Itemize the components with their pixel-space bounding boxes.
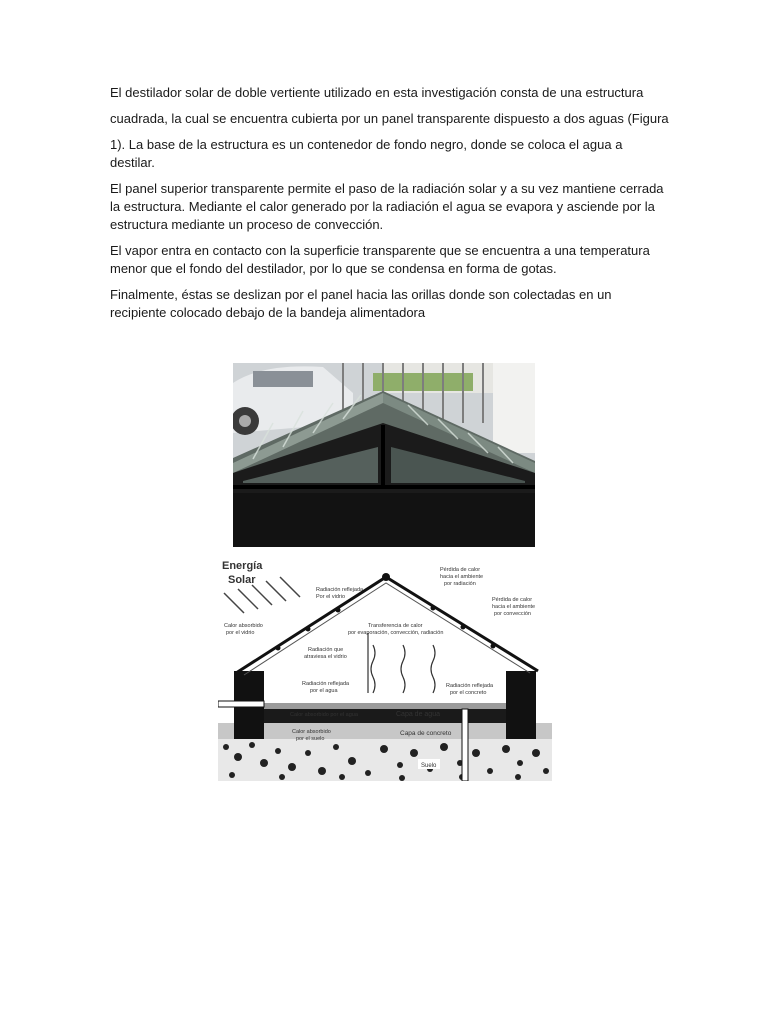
label-loss-convection: Pérdida de calor bbox=[492, 597, 533, 603]
body-text bbox=[110, 84, 670, 330]
photo-illustration bbox=[233, 363, 535, 547]
label-heat-transfer: Transferencia de calor bbox=[368, 623, 423, 629]
label-concrete-layer: Capa de concreto bbox=[400, 730, 452, 737]
label-reflected-glass: Por el vidrio bbox=[316, 594, 346, 600]
label-reflected-concrete: por el concreto bbox=[450, 690, 487, 696]
paragraph: El destilador solar de doble vertiente utilizado en esta investigación consta de una estructura bbox=[110, 85, 644, 100]
label-reflected-water: Radiación reflejada bbox=[302, 681, 350, 687]
label-reflected-water: por el agua bbox=[310, 688, 338, 694]
energy-title-2: Solar bbox=[228, 574, 256, 586]
label-ground: Suelo bbox=[421, 763, 437, 769]
solar-still-diagram bbox=[218, 553, 552, 781]
label-absorbed-water: Calor absorbido por el agua bbox=[290, 712, 358, 718]
paragraph: 1). La base de la estructura es un contenedor de fondo negro, donde se coloca el agua a destilar. bbox=[110, 137, 623, 170]
label-absorbed-glass: por el vidrio bbox=[226, 630, 255, 636]
label-loss-convection: por convección bbox=[494, 611, 531, 617]
paragraph: cuadrada, la cual se encuentra cubierta por un panel transparente dispuesto a dos aguas (Figura bbox=[110, 111, 669, 126]
label-absorbed-ground: Calor absorbido bbox=[292, 729, 331, 735]
paragraph: El panel superior transparente permite el paso de la radiación solar y a su vez mantiene cerrada la estructura. Mediante el calor generado por la radiación el agua se evapora y asciende por la estructura mediante un proceso de convección. bbox=[110, 181, 664, 232]
paragraph: El vapor entra en contacto con la superficie transparente que se encuentra a una temperatura menor que el fondo del destilador, por lo que se condensa en forma de gotas. bbox=[110, 243, 650, 276]
paragraph: Finalmente, éstas se deslizan por el panel hacia las orillas donde son colectadas en un recipiente colocado debajo de la bandeja alimentadora bbox=[110, 287, 612, 320]
label-absorbed-ground: por el suelo bbox=[296, 736, 325, 742]
label-loss-radiation: hacia el ambiente bbox=[440, 574, 484, 580]
label-heat-transfer: por evaporación, convección, radiación bbox=[348, 630, 444, 636]
diagram-illustration bbox=[218, 553, 552, 781]
label-water-layer: Capa de agua bbox=[396, 711, 440, 718]
solar-still-photo bbox=[233, 363, 535, 547]
label-reflected-concrete: Radiación reflejada bbox=[446, 683, 494, 689]
energy-title-1: Energía bbox=[222, 560, 263, 572]
label-reflected-glass: Radiación reflejada bbox=[316, 587, 364, 593]
label-loss-radiation: Pérdida de calor bbox=[440, 567, 481, 573]
label-through-glass: atraviesa el vidrio bbox=[304, 654, 347, 660]
label-through-glass: Radiación que bbox=[308, 647, 344, 653]
label-loss-convection: hacia el ambiente bbox=[492, 604, 536, 610]
label-loss-radiation: por radiación bbox=[444, 581, 476, 587]
label-absorbed-glass: Calor absorbido bbox=[224, 623, 263, 629]
